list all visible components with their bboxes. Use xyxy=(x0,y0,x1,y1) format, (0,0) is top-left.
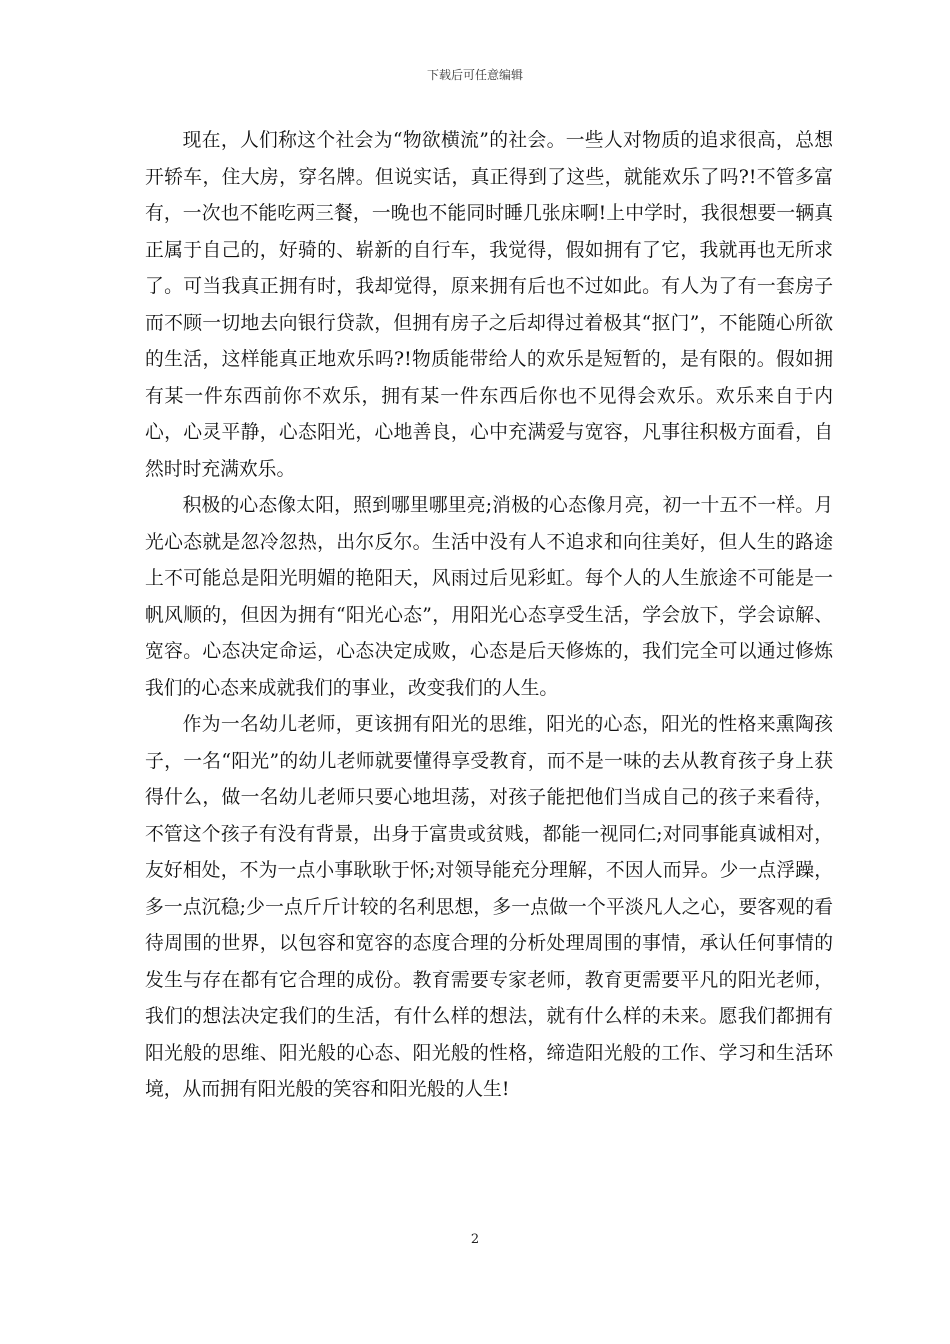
document-body xyxy=(145,123,833,1109)
paragraph-1: 现在，人们称这个社会为“物欲横流”的社会。一些人对物质的追求很高，总想开轿车，住大房，穿名牌。但说实话，真正得到了这些，就能欢乐了吗?!不管多富有，一次也不能吃两三餐，一晚也不能同时睡几张床啊!上中学时，我很想要一辆真正属于自己的，好骑的、崭新的自行车，我觉得，假如拥有了它，我就再也无所求了。可当我真正拥有时，我却觉得，原来拥有后也不过如此。有人为了有一套房子而不顾一切地去向银行贷款，但拥有房子之后却得过着极其“抠门”，不能随心所欲的生活，这样能真正地欢乐吗?!物质能带给人的欢乐是短暂的，是有限的。假如拥有某一件东西前你不欢乐，拥有某一件东西后你也不见得会欢乐。欢乐来自于内心，心灵平静，心态阳光，心地善良，心中充满爱与宽容，凡事往积极方面看，自然时时充满欢乐。 xyxy=(145,130,833,480)
page-header: 下载后可任意编辑 xyxy=(426,68,523,82)
paragraph-3: 作为一名幼儿老师，更该拥有阳光的思维，阳光的心态，阳光的性格来熏陶孩子，一名“阳光”的幼儿老师就要懂得享受教育，而不是一味的去从教育孩子身上获得什么，做一名幼儿老师只要心地坦荡，对孩子能把他们当成自己的孩子来看待，不管这个孩子有没有背景，出身于富贵或贫贱，都能一视同仁;对同事能真诚相对，友好相处，不为一点小事耿耿于怀;对领导能充分理解，不因人而异。少一点浮躁，多一点沉稳;少一点斤斤计较的名利思想，多一点做一个平淡凡人之心，要客观的看待周围的世界，以包容和宽容的态度合理的分析处理周围的事情，承认任何事情的发生与存在都有它合理的成份。教育需要专家老师，教育更需要平凡的阳光老师，我们的想法决定我们的生活，有什么样的想法，就有什么样的未来。愿我们都拥有阳光般的思维、阳光般的心态、阳光般的性格，缔造阳光般的工作、学习和生活环境，从而拥有阳光般的笑容和阳光般的人生! xyxy=(145,714,833,1100)
page-number: 2 xyxy=(470,1232,480,1247)
paragraph-2: 积极的心态像太阳，照到哪里哪里亮;消极的心态像月亮，初一十五不一样。月光心态就是忽冷忽热，出尔反尔。生活中没有人不追求和向往美好，但人生的路途上不可能总是阳光明媚的艳阳天，风雨过后见彩虹。每个人的人生旅途不可能是一帆风顺的，但因为拥有“阳光心态”，用阳光心态享受生活，学会放下，学会谅解、宽容。心态决定命运，心态决定成败，心态是后天修炼的，我们完全可以通过修炼我们的心态来成就我们的事业，改变我们的人生。 xyxy=(145,495,833,699)
